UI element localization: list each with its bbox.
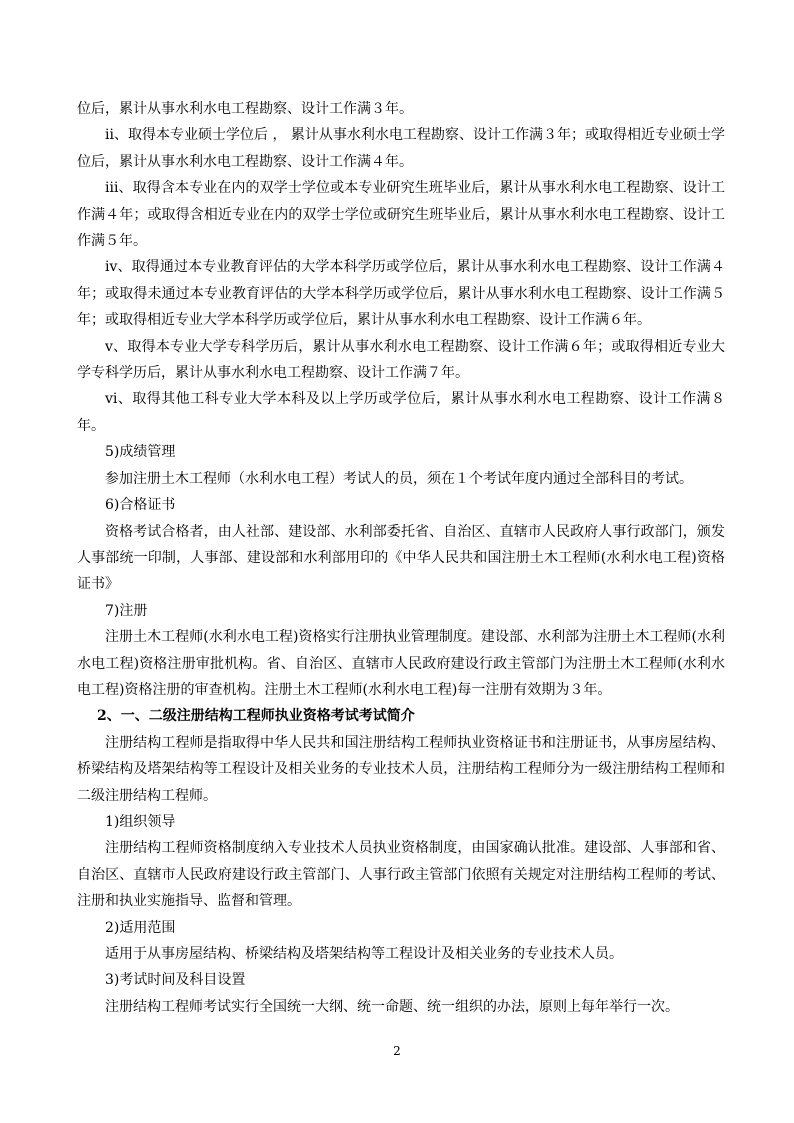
subheading-score-management: 5)成绩管理 (105, 444, 176, 461)
paragraph-item-iii: ⅲ、取得含本专业在内的双学士学位或本专业研究生班毕业后，累计从事水利水电工程勘察、设计工作满４年；或取得含相近专业在内的双学士学位或研究生班毕业后，累计从事水利水电工程勘察、设计工作满５年。 (77, 180, 725, 250)
section-heading: 2、一、二级注册结构工程师执业资格考试考试简介 (97, 708, 415, 725)
paragraph-organization: 注册结构工程师资格制度纳入专业技术人员执业资格制度，由国家确认批准。建设部、人事部和省、自治区、直辖市人民政府建设行政主管部门、人事行政主管部门依照有关规定对注册结构工程师的考试、注册和执业实施指导、监督和管理。 (77, 840, 725, 910)
paragraph-registration: 注册土木工程师(水利水电工程)资格实行注册执业管理制度。建设部、水利部为注册土木工程师(水利水电工程)资格注册审批机构。省、自治区、直辖市人民政府建设行政主管部门为注册土木工程师(水利水电工程)资格注册的审查机构。注册土木工程师(水利水电工程)每一注册有效期为３年。 (77, 629, 725, 698)
subheading-certificate: 6)合格证书 (105, 497, 176, 514)
page-number: 2 (393, 1044, 401, 1058)
subheading-exam-schedule: 3)考试时间及科目设置 (105, 972, 246, 989)
paragraph-scope: 适用于从事房屋结构、桥梁结构及塔架结构等工程设计及相关业务的专业技术人员。 (105, 946, 623, 962)
subheading-organization: 1)组织领导 (105, 813, 176, 830)
paragraph-score-management: 参加注册土木工程师（水利水电工程）考试人的员，须在１个考试年度内通过全部科目的考试。 (105, 470, 693, 487)
paragraph-item-vi: ⅵ、取得其他工科专业大学本科及以上学历或学位后，累计从事水利水电工程勘察、设计工作满８年。 (77, 391, 725, 434)
paragraph-intro: 注册结构工程师是指取得中华人民共和国注册结构工程师执业资格证书和注册证书，从事房屋结构、桥梁结构及塔架结构等工程设计及相关业务的专业技术人员，注册结构工程师分为一级注册结构工程师和二级注册结构工程师。 (77, 734, 725, 804)
paragraph-continued: 位后，累计从事水利水电工程勘察、设计工作满３年。 (77, 101, 413, 117)
paragraph-item-iv: ⅳ、取得通过本专业教育评估的大学本科学历或学位后，累计从事水利水电工程勘察、设计工作满４年；或取得未通过本专业教育评估的大学本科学历或学位后，累计从事水利水电工程勘察、设计工作满５年；或取得相近专业大学本科学历或学位后，累计从事水利水电工程勘察、设计工作满６年。 (77, 259, 725, 329)
paragraph-item-ii: ⅱ、取得本专业硕士学位后 ， 累计从事水利水电工程勘察、设计工作满３年；或取得相近专业硕士学位后，累计从事水利水电工程勘察、设计工作满４年。 (77, 127, 725, 170)
paragraph-item-v: ⅴ、取得本专业大学专科学历后，累计从事水利水电工程勘察、设计工作满６年；或取得相近专业大学专科学历后，累计从事水利水电工程勘察、设计工作满７年。 (77, 338, 725, 382)
subheading-scope: 2)适用范围 (105, 919, 176, 936)
paragraph-exam-schedule: 注册结构工程师考试实行全国统一大纲、统一命题、统一组织的办法，原则上每年举行一次。 (105, 998, 679, 1015)
paragraph-certificate: 资格考试合格者，由人社部、建设部、水利部委托省、自治区、直辖市人民政府人事行政部门，颁发人事部统一印制，人事部、建设部和水利部用印的《中华人民共和国注册土木工程师(水利水电工程)资格证书》 (77, 523, 725, 593)
subheading-registration: 7)注册 (105, 602, 148, 619)
page-body (77, 96, 725, 1020)
